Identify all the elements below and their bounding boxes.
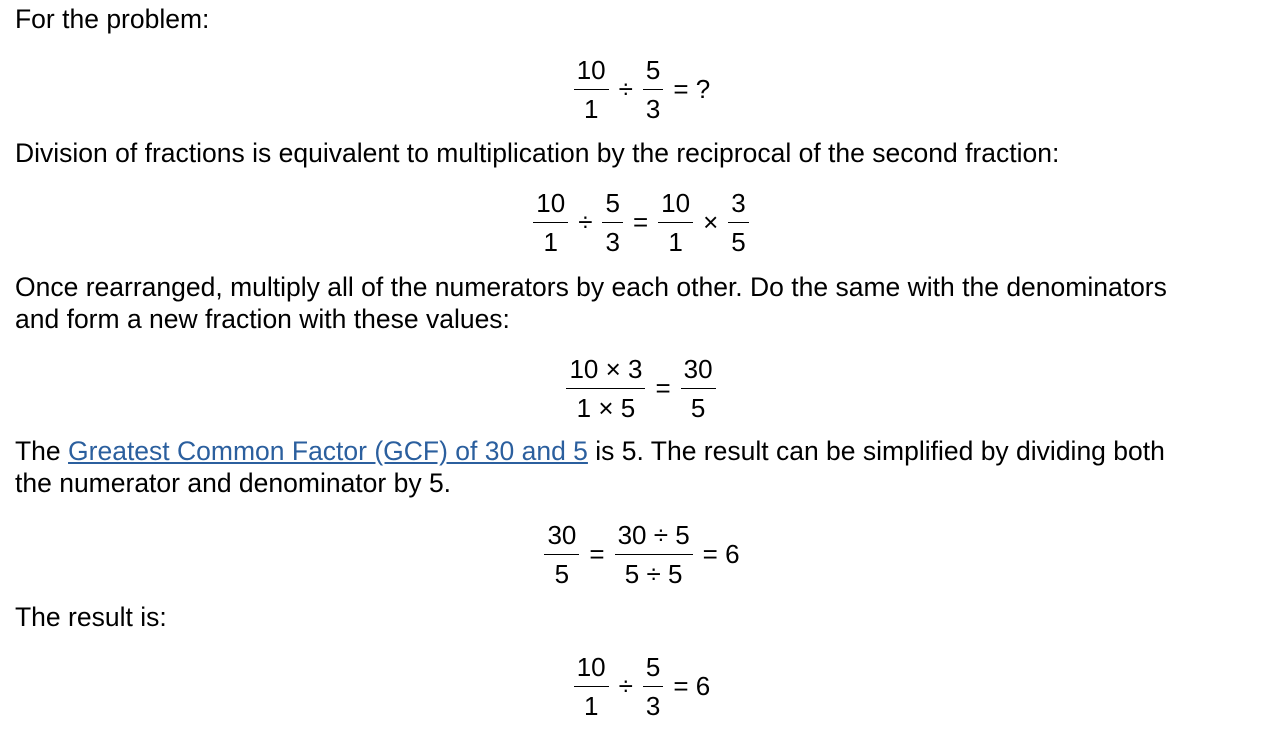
equals-sign: = [589, 539, 605, 569]
denominator: 1 [543, 227, 558, 257]
numerator: 30 [544, 520, 579, 555]
multiply-operator: × [703, 207, 719, 237]
numerator: 10 [574, 55, 609, 90]
result-label: The result is: [15, 602, 167, 632]
equation-result [0, 652, 1282, 721]
equals-sign: = [655, 373, 671, 403]
divide-operator: ÷ [578, 207, 593, 237]
divide-operator: ÷ [618, 74, 633, 104]
equation-reciprocal [0, 188, 1282, 257]
denominator: 5 ÷ 5 [624, 559, 683, 589]
intro-text: For the problem: [15, 4, 210, 34]
step3-line2: the numerator and denominator by 5. [15, 468, 452, 498]
numerator: 10 × 3 [566, 354, 645, 389]
equation-multiply [0, 354, 1282, 423]
denominator: 1 [583, 691, 599, 721]
divide-operator: ÷ [618, 671, 633, 701]
denominator: 5 [690, 393, 706, 423]
result-text: = ? [673, 74, 711, 104]
fraction [544, 520, 579, 589]
equals-sign: = [632, 207, 649, 237]
fraction [728, 188, 748, 257]
denominator: 3 [645, 691, 661, 721]
numerator: 30 [681, 354, 716, 389]
fraction [566, 354, 645, 423]
step3-line1 [15, 435, 1165, 467]
denominator: 1 [668, 227, 683, 257]
fraction [574, 652, 609, 721]
numerator: 10 [658, 188, 693, 223]
numerator: 30 ÷ 5 [615, 520, 693, 555]
fraction [602, 188, 622, 257]
step3-prefix: The [15, 436, 69, 466]
step3-suffix: is 5. The result can be simplified by dividing both [587, 436, 1165, 466]
gcf-link[interactable]: Greatest Common Factor (GCF) of 30 and 5 [68, 436, 588, 466]
fraction [574, 55, 609, 124]
result-text: = 6 [673, 671, 711, 701]
denominator: 1 × 5 [576, 393, 636, 423]
numerator: 10 [574, 652, 609, 687]
fraction [533, 188, 568, 257]
denominator: 3 [605, 227, 620, 257]
numerator: 5 [643, 652, 663, 687]
denominator: 1 [583, 94, 599, 124]
numerator: 5 [602, 188, 622, 223]
step2-line2: and form a new fraction with these values: [15, 304, 510, 334]
denominator: 5 [554, 559, 570, 589]
fraction [643, 55, 663, 124]
fraction [615, 520, 693, 589]
denominator: 5 [731, 227, 746, 257]
fraction [658, 188, 693, 257]
equation-problem [0, 55, 1282, 124]
step1-text: Division of fractions is equivalent to multiplication by the reciprocal of the second fraction: [15, 138, 1060, 168]
step2-line1: Once rearranged, multiply all of the numerators by each other. Do the same with the denominators [15, 272, 1167, 302]
equation-simplify [0, 520, 1282, 589]
fraction [681, 354, 716, 423]
numerator: 3 [728, 188, 748, 223]
numerator: 5 [643, 55, 663, 90]
result-text: = 6 [702, 539, 740, 569]
fraction [643, 652, 663, 721]
denominator: 3 [645, 94, 661, 124]
numerator: 10 [533, 188, 568, 223]
